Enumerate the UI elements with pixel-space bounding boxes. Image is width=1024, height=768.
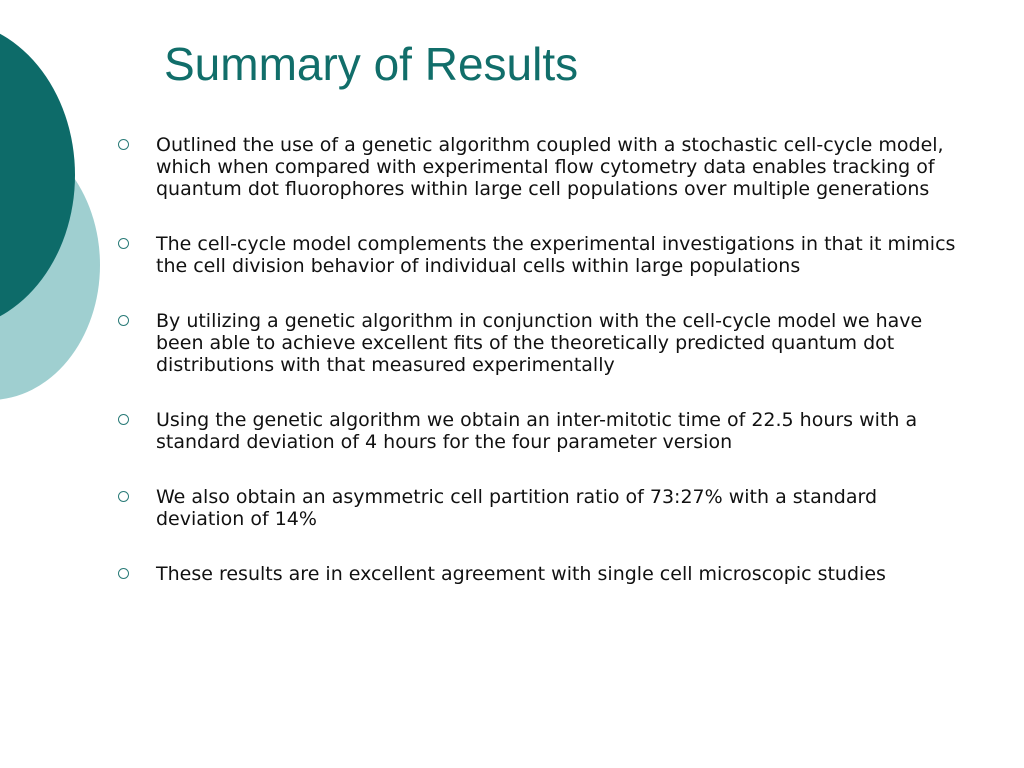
bullet-item (114, 563, 964, 585)
bullet-item (114, 486, 964, 530)
hollow-circle-bullet-icon (114, 310, 156, 326)
hollow-circle-bullet-icon (114, 233, 156, 249)
hollow-circle-bullet-icon (114, 563, 156, 579)
bullet-text: These results are in excellent agreement with single cell microscopic studies (156, 563, 886, 585)
bullet-text: By utilizing a genetic algorithm in conjunction with the cell-cycle model we have been able to achieve excellent fits of the theoretically predicted quantum dot distributions with that measured experimentally (156, 310, 923, 376)
slide-title: Summary of Results (164, 38, 579, 90)
bullet-item (114, 310, 964, 376)
bullet-text: Outlined the use of a genetic algorithm coupled with a stochastic cell-cycle model, which when compared with experimental flow cytometry data enables tracking of quantum dot fluorophores within large cell populations over multiple generations (156, 134, 944, 200)
hollow-circle-bullet-icon (114, 409, 156, 425)
bullet-item (114, 134, 964, 200)
bullet-list (114, 134, 964, 618)
bullet-item (114, 409, 964, 453)
bullet-text: We also obtain an asymmetric cell partition ratio of 73:27% with a standard deviation of 14% (156, 486, 878, 530)
bullet-text: Using the genetic algorithm we obtain an inter-mitotic time of 22.5 hours with a standard deviation of 4 hours for the four parameter version (156, 409, 918, 453)
bullet-text: The cell-cycle model complements the experimental investigations in that it mimics the cell division behavior of individual cells within large populations (156, 233, 956, 277)
bullet-item (114, 233, 964, 277)
hollow-circle-bullet-icon (114, 486, 156, 502)
hollow-circle-bullet-icon (114, 134, 156, 150)
